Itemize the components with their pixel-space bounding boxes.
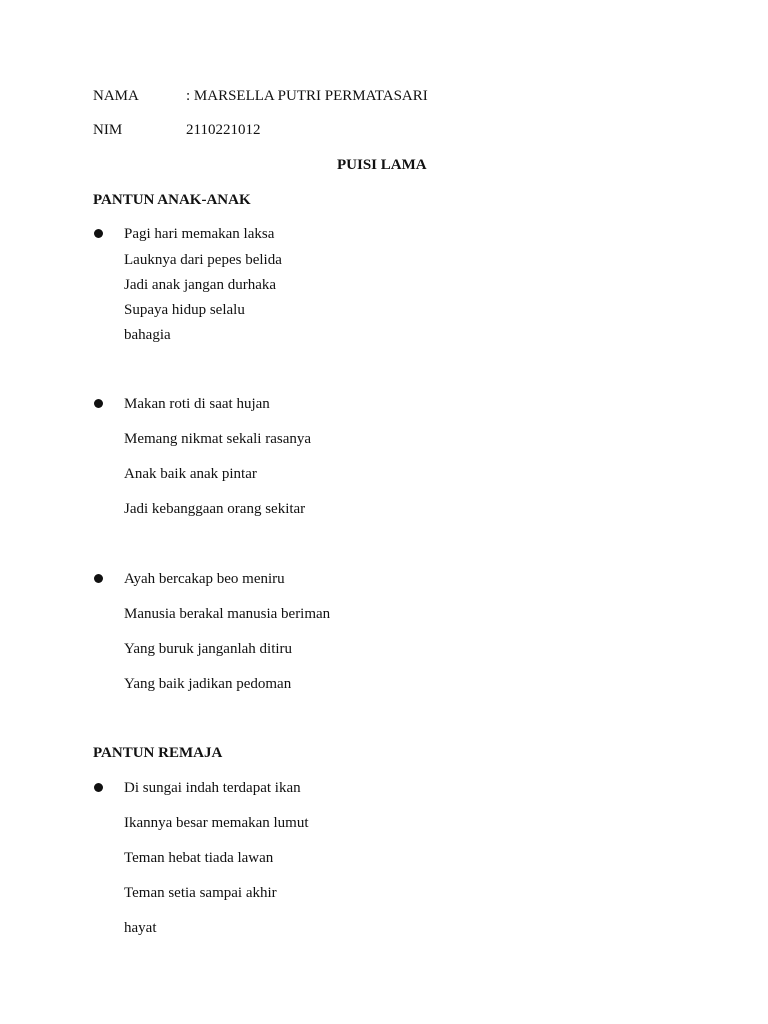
stanza-line: Ikannya besar memakan lumut (124, 815, 309, 831)
stanza-line: Teman setia sampai akhir (124, 885, 277, 901)
stanza-line: Makan roti di saat hujan (124, 396, 270, 412)
nim-value: 2110221012 (186, 122, 261, 138)
nama-value: : MARSELLA PUTRI PERMATASARI (186, 88, 428, 104)
stanza-line: Pagi hari memakan laksa (124, 226, 275, 242)
stanza-line: Yang buruk janganlah ditiru (124, 641, 293, 657)
bullet-icon (94, 574, 103, 583)
bullet-icon (94, 399, 103, 408)
bullet-icon (94, 229, 103, 238)
stanza-line: Di sungai indah terdapat ikan (124, 780, 301, 796)
stanza-line: Ayah bercakap beo meniru (124, 571, 285, 587)
stanza-line: Jadi kebanggaan orang sekitar (124, 501, 306, 517)
stanza-line: Anak baik anak pintar (124, 466, 257, 482)
nama-label: NAMA (93, 88, 139, 104)
nim-label: NIM (93, 122, 123, 138)
stanza-line: bahagia (124, 327, 171, 343)
section-heading-anak: PANTUN ANAK-ANAK (93, 192, 251, 208)
bullet-icon (94, 783, 103, 792)
stanza-line: Jadi anak jangan durhaka (124, 277, 277, 293)
stanza-line: Yang baik jadikan pedoman (124, 676, 292, 692)
stanza-line: Lauknya dari pepes belida (124, 252, 282, 268)
page-title: PUISI LAMA (337, 157, 427, 173)
stanza-line: Teman hebat tiada lawan (124, 850, 274, 866)
stanza-line: Manusia berakal manusia beriman (124, 606, 331, 622)
stanza-line: Supaya hidup selalu (124, 302, 245, 318)
stanza-line: hayat (124, 920, 157, 936)
stanza-line: Memang nikmat sekali rasanya (124, 431, 312, 447)
section-heading-remaja: PANTUN REMAJA (93, 745, 223, 761)
